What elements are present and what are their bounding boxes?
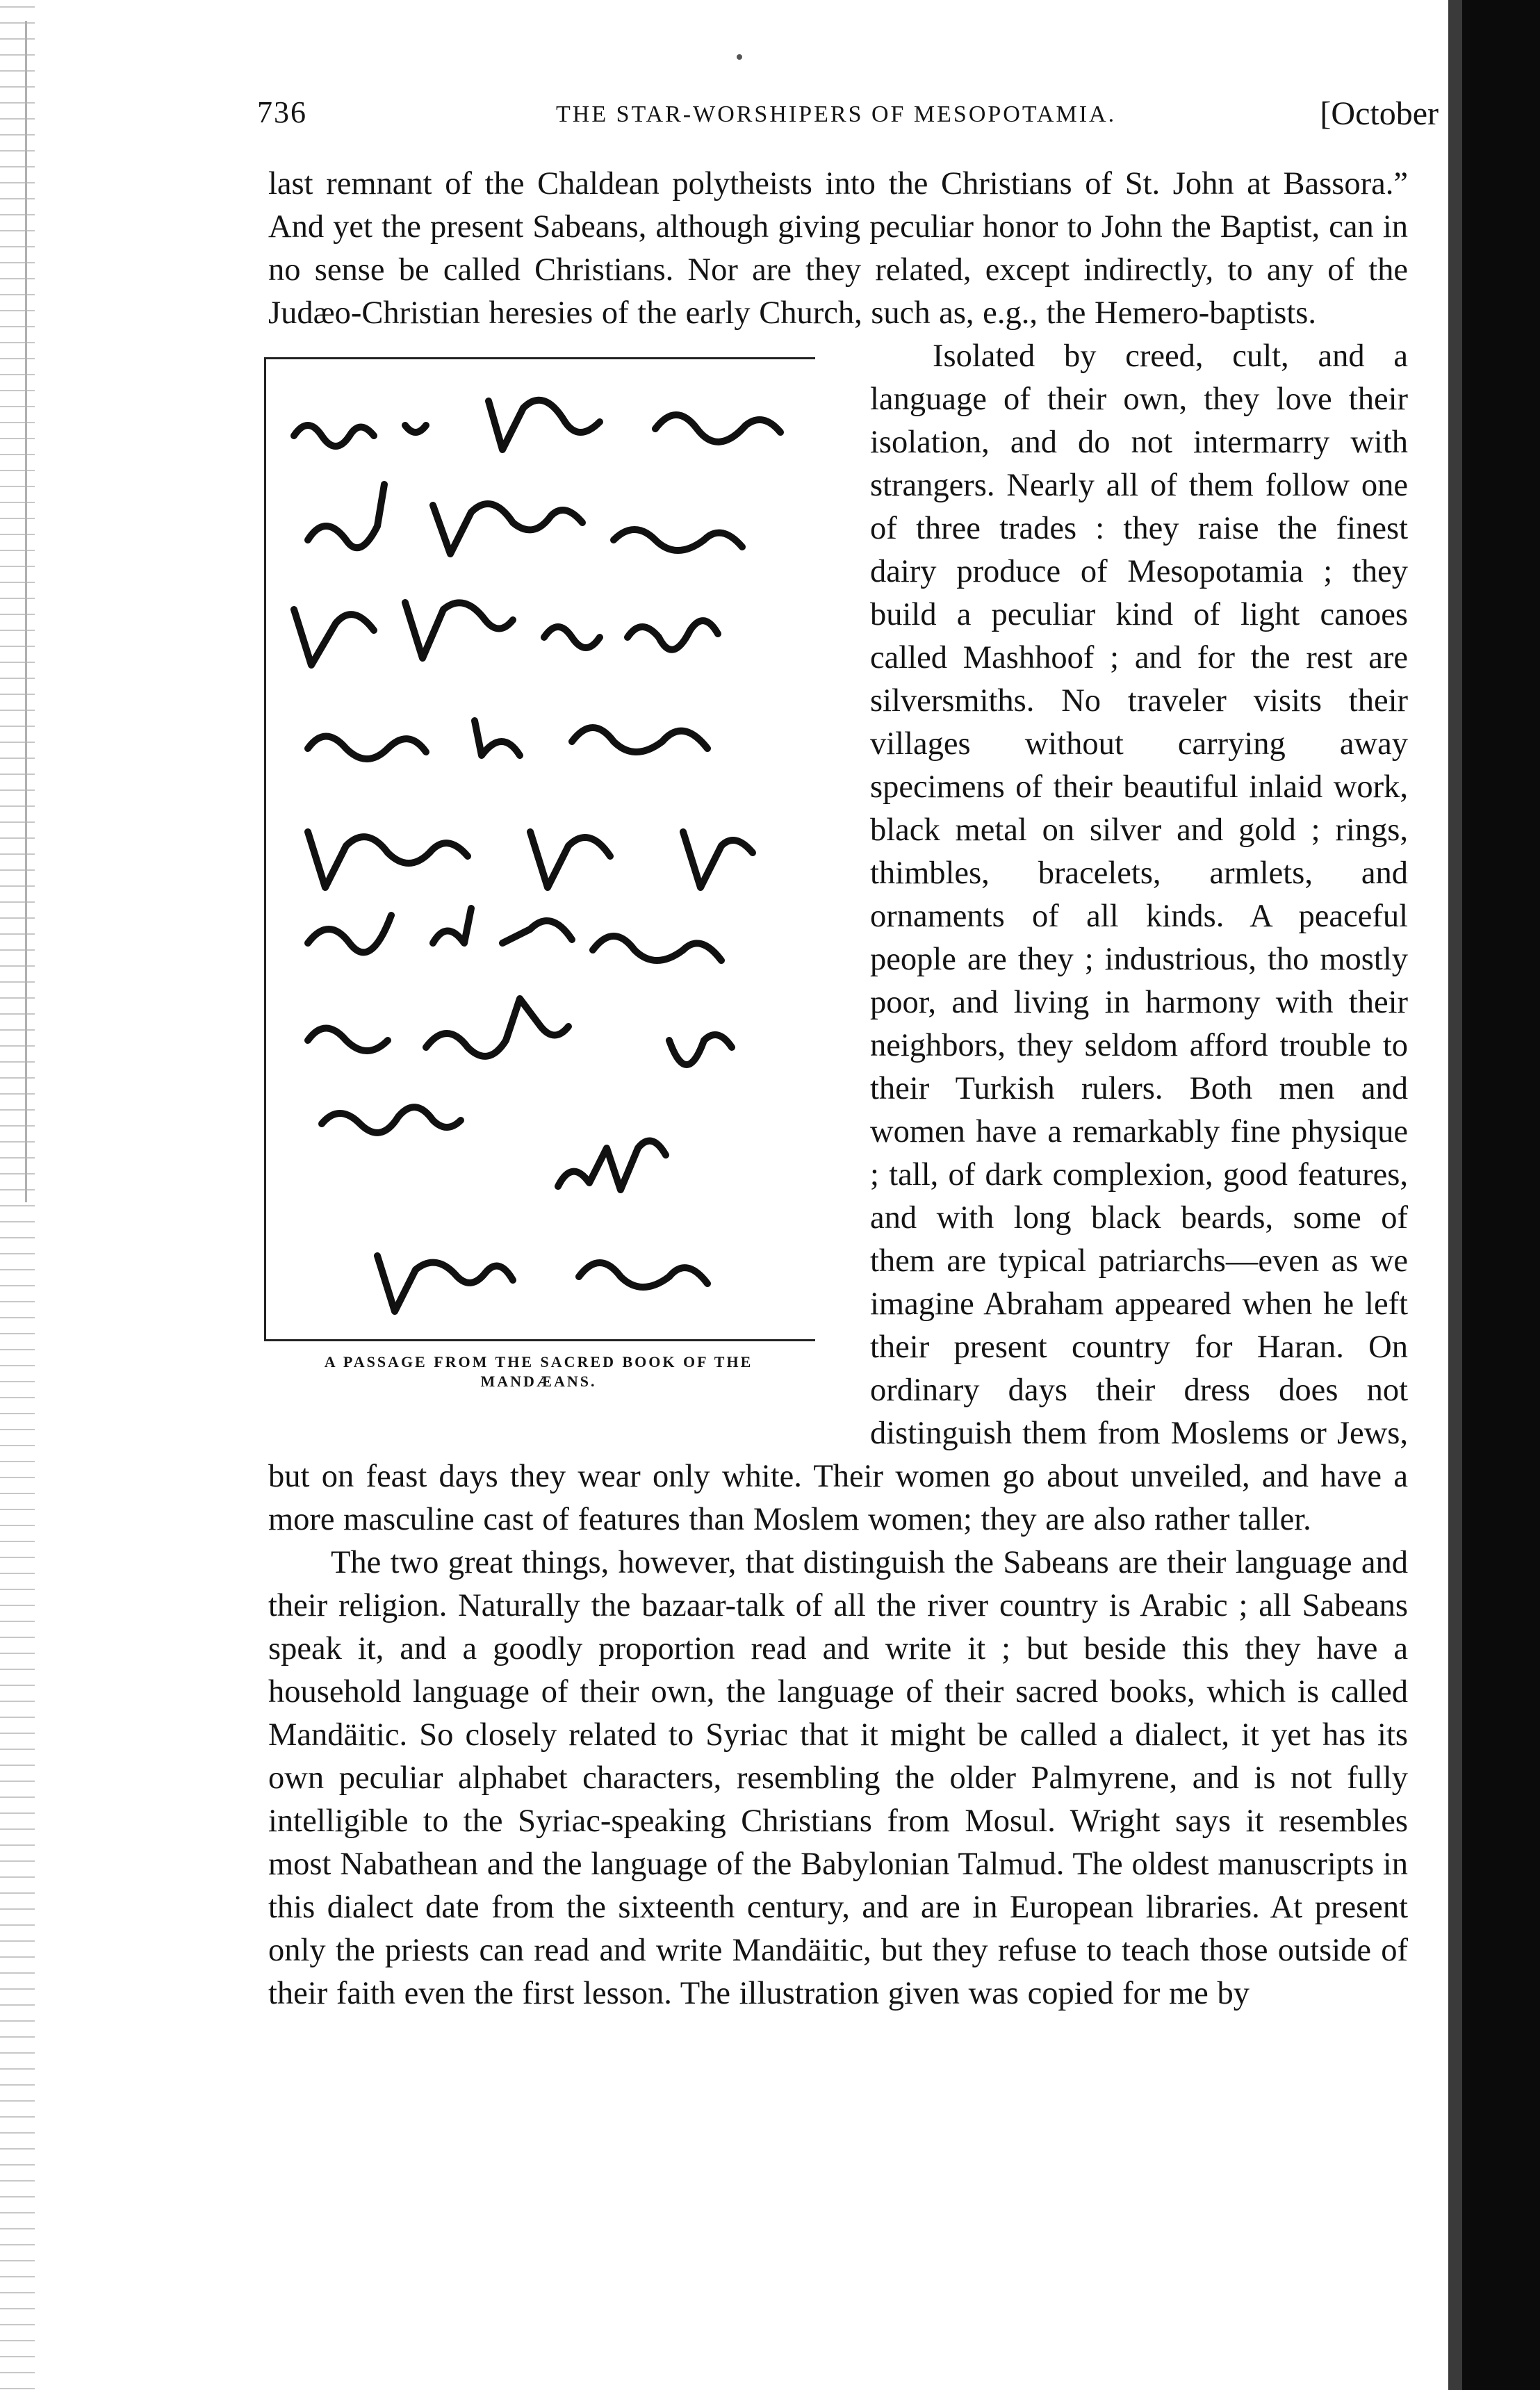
scan-right-border-shade — [1448, 0, 1462, 2390]
scan-speck — [737, 54, 742, 60]
paragraph-3: The two great things, however, that distinguish the Sabeans are their language and their religion. Naturally the bazaar-talk of all the river country is Arabic ; all Sabeans speak it, and a goodly proportion read and write it ; but beside this they have a household language of their own, the language of their sacred books, which is called Mandäitic. So closely related to Syriac that it might be called a dialect, it yet has its own peculiar alphabet characters, resembling the older Palmyrene, and is not fully intelligible to the Syriac-speaking Christians from Mosul. Wright says it resembles most Nabathean and the language of the Babylonian Talmud. The oldest manuscripts in this dialect date from the sixteenth century, and are in European libraries. At present only the priests can read and write Mandäitic, but they refuse to teach those outside of their faith even the first lesson. The illustration given was copied for me by — [268, 1545, 1408, 2011]
running-header — [257, 95, 1439, 150]
mandaic-script-image — [266, 359, 815, 1339]
figure-mandaean-passage — [264, 341, 842, 1452]
scan-left-edge — [0, 0, 35, 2390]
header-month: [October — [1320, 95, 1439, 132]
article-body — [268, 163, 1408, 2015]
figure-frame — [264, 357, 815, 1341]
figure-caption: A PASSAGE FROM THE SACRED BOOK OF THE MANDÆANS. — [324, 1353, 753, 1390]
paragraph-2: Isolated by creed, cult, and a language of their own, they love their isolation, and do not intermarry with strangers. Nearly all of them follow one of three trades : they raise the finest dairy produce of Mesopotamia ; they build a peculiar kind of light canoes called Mashhoof ; and for the rest are silversmiths. No traveler visits their villages without carrying away specimens of their beautiful inlaid work, black metal on silver and gold ; rings, thimbles, bracelets, armlets, and ornaments of all kinds. A peaceful people are they ; industrious, tho mostly poor, and living in harmony with their neighbors, they seldom afford trouble to their Turkish rulers. Both men and women have a remarkably fine physique ; tall, of dark complexion, good features, and with long black beards, some of them are typical patriarchs—even as we imagine Abraham appeared when he left their present country for Haran. On ordinary days their dress does not distinguish them from Moslems or Jews, but on feast days they wear only white. Their women go about unveiled, and have a more masculine cast of features than Moslem women; they are also rather taller. — [268, 338, 1408, 1537]
paragraph-1: last remnant of the Chaldean polytheists into the Christians of St. John at Bassora.” And yet the present Sabeans, although giving peculiar honor to John the Baptist, can in no sense be called Christians. Nor are they related, except indirectly, to any of the Judæo-Christian heresies of the early Church, such as, e.g., the Hemero-baptists. — [268, 166, 1408, 331]
running-title: THE STAR-WORSHIPERS OF MESOPOTAMIA. — [556, 101, 1117, 127]
scan-left-line — [25, 21, 27, 1202]
page-number: 736 — [257, 95, 307, 129]
